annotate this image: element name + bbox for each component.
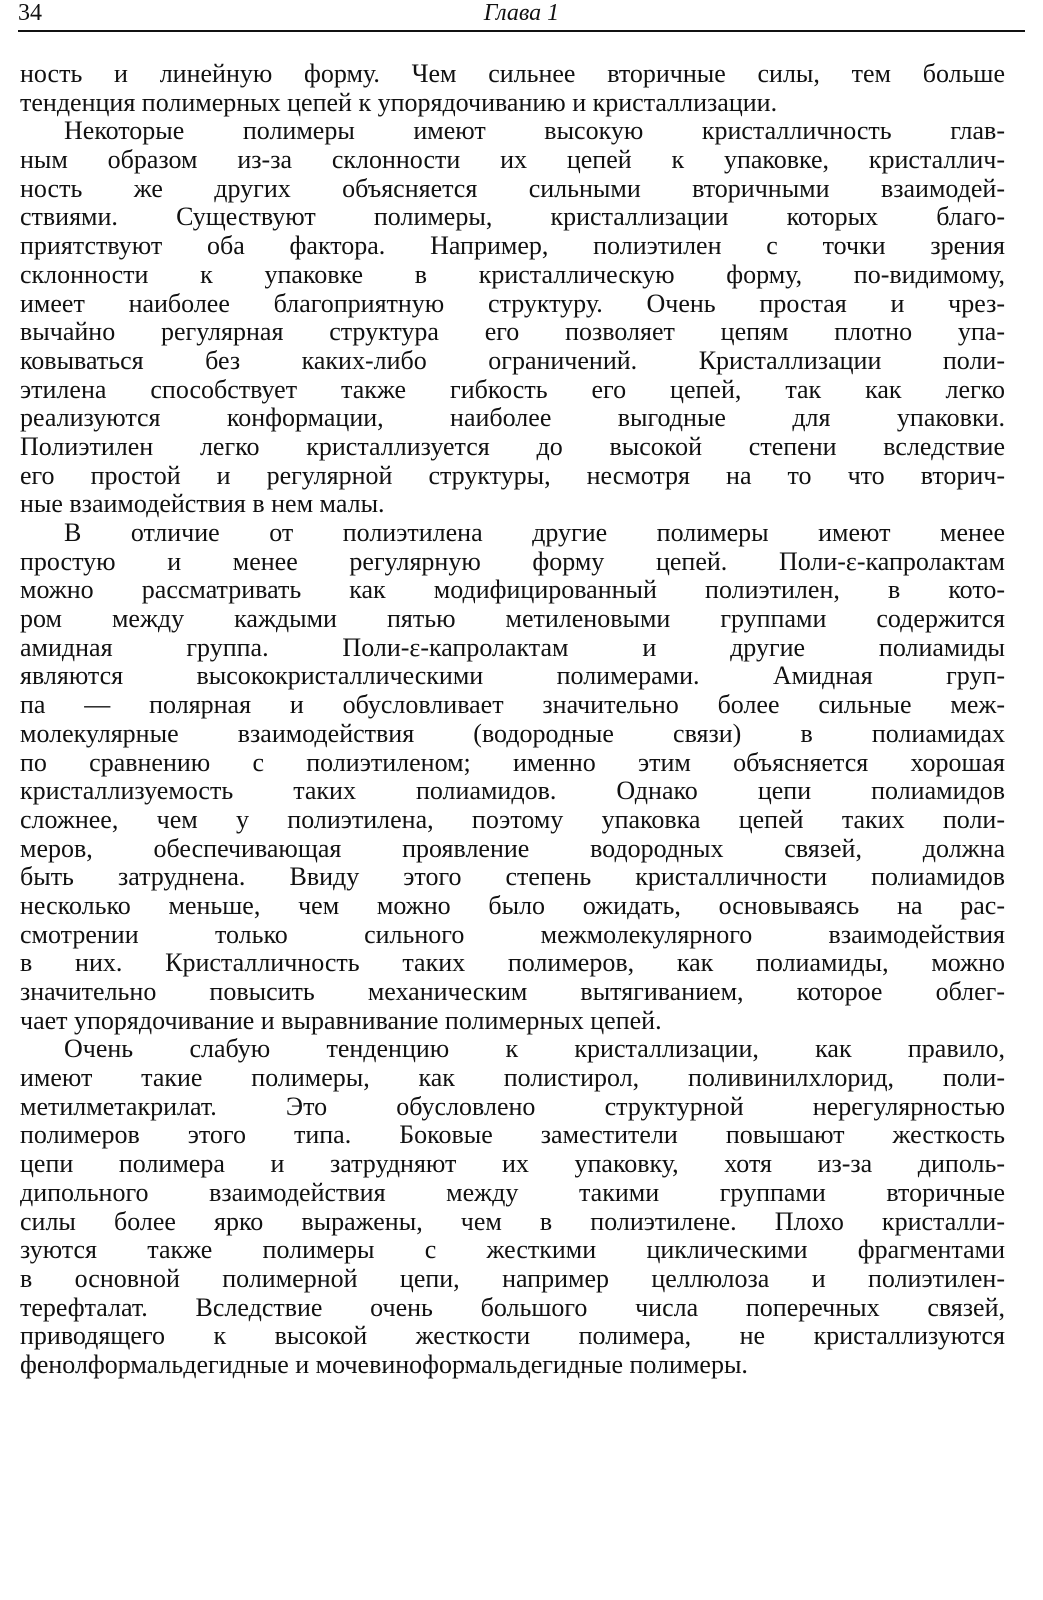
text-line: ковываться без каких-либо ограничений. Кристаллизации поли- bbox=[20, 345, 1005, 375]
text-line: быть затруднена. Ввиду этого степень кристалличности полиамидов bbox=[20, 862, 1005, 892]
text-line: молекулярные взаимодействия (водородные связи) в полиамидах bbox=[20, 718, 1005, 748]
text-line: зуются также полимеры с жесткими циклическими фрагментами bbox=[20, 1235, 1005, 1265]
text-line: ным образом из-за склонности их цепей к упаковке, кристаллич- bbox=[20, 145, 1005, 175]
text-line: Полиэтилен легко кристаллизуется до высокой степени вследствие bbox=[20, 431, 1005, 461]
text-line: реализуются конформации, наиболее выгодные для упаковки. bbox=[20, 403, 1005, 433]
text-line: ность и линейную форму. Чем сильнее вторичные силы, тем больше bbox=[20, 59, 1005, 88]
text-line: по сравнению с полиэтиленом; именно этим объясняется хорошая bbox=[20, 747, 1005, 777]
text-line: можно рассматривать как модифицированный полиэтилен, в кото- bbox=[20, 575, 1005, 605]
text-line: амидная группа. Поли-ε-капролактам и другие полиамиды bbox=[20, 632, 1005, 662]
chapter-title: Глава 1 bbox=[483, 0, 560, 26]
text-line: несколько меньше, чем можно было ожидать, основываясь на рас- bbox=[20, 890, 1005, 920]
text-line: его простой и регулярной структуры, несмотря на то что вторич- bbox=[20, 460, 1005, 490]
text-line: фенолформальдегидные и мочевиноформальдегидные полимеры. bbox=[20, 1349, 748, 1379]
page-number: 34 bbox=[18, 0, 42, 26]
text-line: па — полярная и обусловливает значительно более сильные меж- bbox=[20, 690, 1005, 720]
text-line: кристаллизуемость таких полиамидов. Однако цепи полиамидов bbox=[20, 776, 1005, 806]
text-line: склонности к упаковке в кристаллическую форму, по-видимому, bbox=[20, 259, 1005, 289]
text-line: терефталат. Вследствие очень большого числа поперечных связей, bbox=[20, 1292, 1005, 1322]
text-line: приятствуют оба фактора. Например, полиэтилен с точки зрения bbox=[20, 231, 1005, 261]
text-line: дипольного взаимодействия между такими группами вторичные bbox=[20, 1177, 1005, 1207]
running-head bbox=[18, 0, 1025, 30]
text-line: в них. Кристалличность таких полимеров, как полиамиды, можно bbox=[20, 948, 1005, 978]
text-line: смотрении только сильного межмолекулярного взаимодействия bbox=[20, 919, 1005, 949]
text-line: ность же других объясняется сильными вторичными взаимодей- bbox=[20, 173, 1005, 203]
text-line: Некоторые полимеры имеют высокую кристалличность глав- bbox=[64, 116, 1005, 146]
text-line: этилена способствует также гибкость его цепей, так как легко bbox=[20, 374, 1005, 404]
text-line: приводящего к высокой жесткости полимера, не кристаллизуются bbox=[20, 1321, 1005, 1351]
header-rule bbox=[18, 30, 1025, 32]
body-text bbox=[20, 60, 1005, 1380]
text-line: ствиями. Существуют полимеры, кристаллизации которых благо- bbox=[20, 202, 1005, 232]
text-line: имеет наиболее благоприятную структуру. Очень простая и чрез- bbox=[20, 288, 1005, 318]
text-line: сложнее, чем у полиэтилена, поэтому упаковка цепей таких поли- bbox=[20, 804, 1005, 834]
text-line: полимеров этого типа. Боковые заместители повышают жесткость bbox=[20, 1120, 1005, 1150]
text-line: тенденция полимерных цепей к упорядочиванию и кристаллизации. bbox=[20, 87, 778, 117]
text-line: метилметакрилат. Это обусловлено структурной нерегулярностью bbox=[20, 1091, 1005, 1121]
text-line: Очень слабую тенденцию к кристаллизации, как правило, bbox=[64, 1034, 1005, 1064]
text-line: В отличие от полиэтилена другие полимеры имеют менее bbox=[64, 518, 1005, 547]
text-line: значительно повысить механическим вытягиванием, которое облег- bbox=[20, 977, 1005, 1006]
text-line: простую и менее регулярную форму цепей. Поли-ε-капролактам bbox=[20, 546, 1005, 576]
text-line: меров, обеспечивающая проявление водородных связей, должна bbox=[20, 833, 1005, 863]
text-line: чает упорядочивание и выравнивание полимерных цепей. bbox=[20, 1005, 662, 1035]
text-line: ром между каждыми пятью метиленовыми группами содержится bbox=[20, 604, 1005, 634]
text-line: в основной полимерной цепи, например целлюлоза и полиэтилен- bbox=[20, 1263, 1005, 1293]
text-line: имеют такие полимеры, как полистирол, поливинилхлорид, поли- bbox=[20, 1063, 1005, 1093]
text-line: вычайно регулярная структура его позволяет цепям плотно упа- bbox=[20, 317, 1005, 347]
text-line: являются высококристаллическими полимерами. Амидная груп- bbox=[20, 661, 1005, 691]
text-line: цепи полимера и затрудняют их упаковку, хотя из-за диполь- bbox=[20, 1149, 1005, 1179]
text-line: ные взаимодействия в нем малы. bbox=[20, 489, 385, 519]
text-line: силы более ярко выражены, чем в полиэтилене. Плохо кристалли- bbox=[20, 1206, 1005, 1236]
